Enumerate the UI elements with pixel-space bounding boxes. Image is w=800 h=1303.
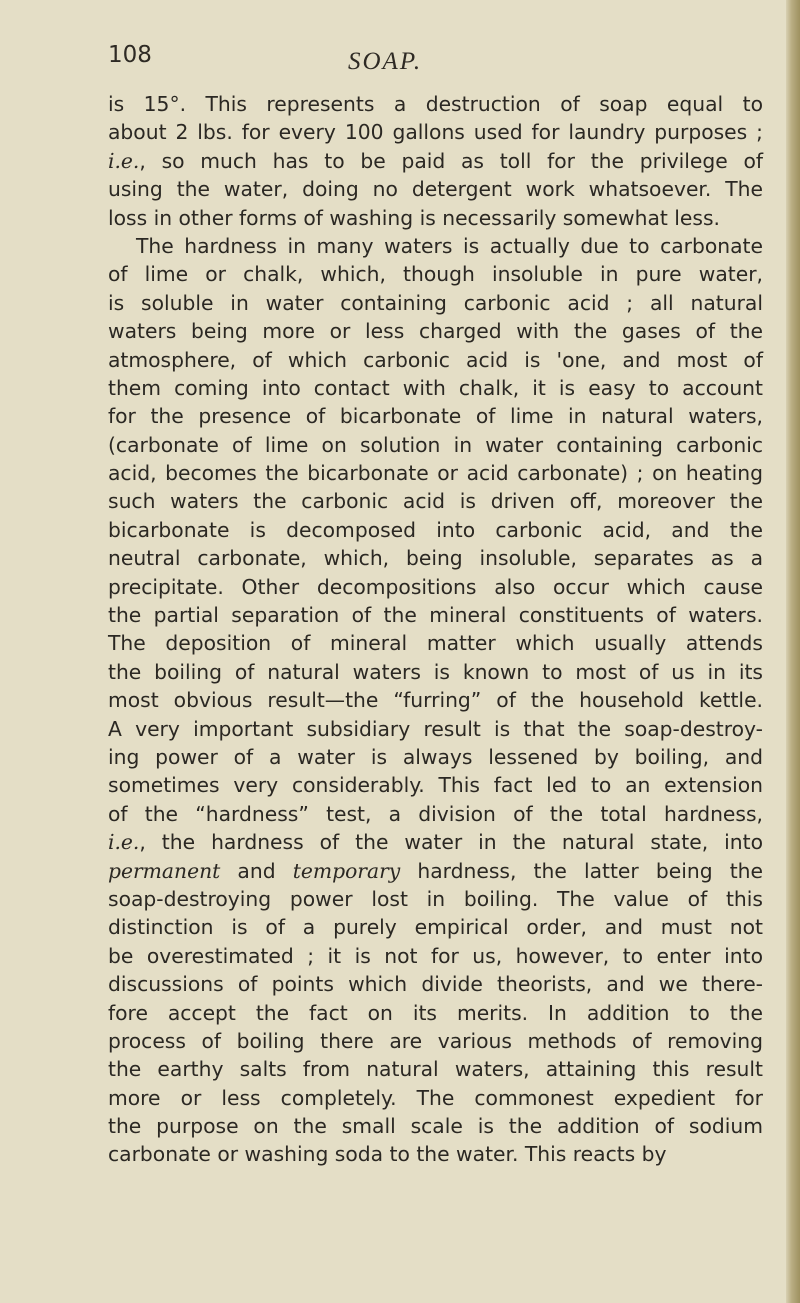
text-line: The deposition of mineral matter which usually attends <box>108 631 763 656</box>
text-line: for the presence of bicarbonate of lime in natural waters, <box>108 404 763 429</box>
text-line: atmosphere, of which carbonic acid is 'one, and most of <box>108 347 763 372</box>
text-line: most obvious result—the “furring” of the household kettle. <box>108 688 763 713</box>
text-line: sometimes very considerably. This fact led to an extension <box>108 773 763 798</box>
text-line: be overestimated ; it is not for us, however, to enter into <box>108 943 763 968</box>
italic-text: i.e. <box>108 148 140 173</box>
text-line: carbonate or washing soda to the water. This reacts by <box>108 1142 667 1167</box>
text-line: them coming into contact with chalk, it is easy to account <box>108 375 763 400</box>
text-run: and <box>220 858 293 883</box>
italic-text: temporary <box>292 858 401 883</box>
page-number: 108 <box>108 42 152 68</box>
text-line: A very important subsidiary result is that the soap-destroy- <box>108 716 763 741</box>
text-line: precipitate. Other decompositions also occur which cause <box>108 574 763 599</box>
text-line: bicarbonate is decomposed into carbonic acid, and the <box>108 517 763 542</box>
text-line <box>108 828 763 856</box>
text-line: distinction is of a purely empirical order, and must not <box>108 915 763 940</box>
text-line: of lime or chalk, which, though insoluble in pure water, <box>108 262 763 287</box>
text-line: fore accept the fact on its merits. In addition to the <box>108 1000 763 1025</box>
text-line: neutral carbonate, which, being insoluble, separates as a <box>108 546 763 571</box>
text-line: process of boiling there are various methods of removing <box>108 1028 763 1053</box>
text-line: the boiling of natural waters is known to most of us in its <box>108 659 763 684</box>
body-text <box>108 90 763 1169</box>
italic-text: i.e. <box>108 830 140 855</box>
text-line: such waters the carbonic acid is driven off, moreover the <box>108 489 763 514</box>
page-edge <box>786 0 800 1303</box>
italic-text: permanent <box>108 858 221 883</box>
text-run: , the hardness of the water in the natural state, into <box>139 830 763 855</box>
text-line: about 2 lbs. for every 100 gallons used for laundry purposes ; <box>108 120 763 145</box>
text-run: , so much has to be paid as toll for the privilege of <box>139 148 763 173</box>
text-line: (carbonate of lime on solution in water containing carbonic <box>108 432 763 457</box>
text-line: the partial separation of the mineral constituents of waters. <box>108 603 763 628</box>
page-header <box>0 42 786 82</box>
text-line: soap-destroying power lost in boiling. The value of this <box>108 886 763 911</box>
text-line: loss in other forms of washing is necessarily somewhat less. <box>108 205 720 230</box>
text-line: discussions of points which divide theorists, and we there- <box>108 972 763 997</box>
text-line: ing power of a water is always lessened by boiling, and <box>108 744 763 769</box>
text-line: waters being more or less charged with the gases of the <box>108 319 763 344</box>
text-line: more or less completely. The commonest expedient for <box>108 1085 763 1110</box>
text-line: of the “hardness” test, a division of the total hardness, <box>108 801 763 826</box>
text-line: is 15°. This represents a destruction of soap equal to <box>108 92 763 116</box>
text-line: using the water, doing no detergent work whatsoever. The <box>108 177 763 202</box>
running-head: SOAP. <box>348 48 423 75</box>
text-line <box>108 857 763 885</box>
text-run: hardness, the latter being the <box>400 858 763 883</box>
text-line: is soluble in water containing carbonic acid ; all natural <box>108 290 763 315</box>
text-line <box>108 147 763 175</box>
text-line: the purpose on the small scale is the addition of sodium <box>108 1114 763 1139</box>
text-line: The hardness in many waters is actually due to carbonate <box>136 233 763 258</box>
text-line: acid, becomes the bicarbonate or acid carbonate) ; on heating <box>108 461 763 486</box>
text-line: the earthy salts from natural waters, attaining this result <box>108 1057 763 1082</box>
